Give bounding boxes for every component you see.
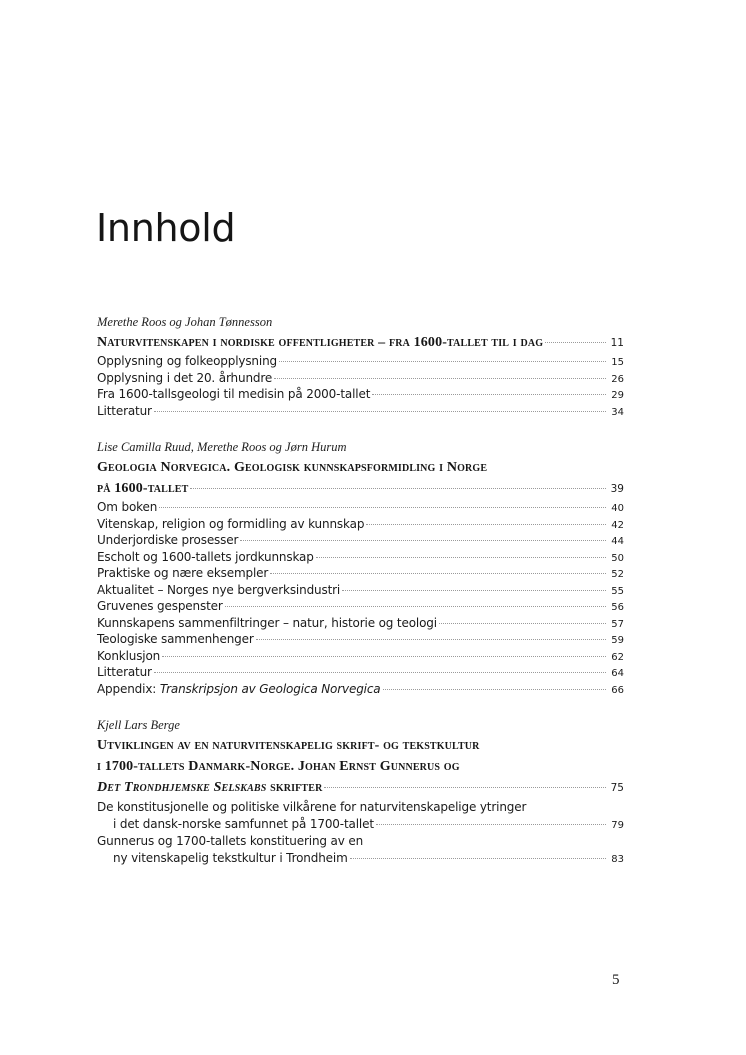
toc-entry-label: Aktualitet – Norges nye bergverksindustri: [97, 582, 341, 597]
toc-entry-label: Escholt og 1600-tallets jordkunnskap: [97, 549, 314, 564]
toc-entry-label: Fra 1600-tallsgeologi til medisin på 2000-tallet: [97, 387, 371, 401]
toc-entry-label: Teologiske sammenhenger: [97, 632, 254, 646]
toc-entry-label-italic: Transkripsjon av Geologica Norvegica: [159, 681, 381, 696]
section-title-line: i 1700-tallets Danmark-Norge. Johan Ernst Gunnerus og: [97, 759, 460, 774]
toc-section-1: [97, 312, 624, 419]
toc-entry[interactable]: [97, 386, 624, 403]
table-of-contents: [97, 312, 624, 866]
toc-entry[interactable]: [97, 499, 624, 516]
section-title[interactable]: [97, 478, 624, 499]
dot-leader: [383, 689, 607, 690]
dot-leader: [270, 573, 606, 574]
toc-entry[interactable]: [97, 681, 624, 698]
section-title-rest: skrifter: [266, 780, 323, 795]
toc-entry[interactable]: [97, 353, 624, 370]
toc-entry-page: 66: [611, 684, 624, 696]
toc-entry-page: 26: [611, 373, 624, 385]
section-title-page: 75: [610, 782, 624, 794]
toc-entry-label: Opplysning i det 20. århundre: [97, 370, 273, 385]
dot-leader: [274, 378, 606, 379]
dot-leader: [316, 557, 606, 558]
toc-entry[interactable]: [97, 370, 624, 387]
toc-entry-page: 34: [611, 406, 624, 418]
toc-entry[interactable]: [97, 598, 624, 615]
toc-entry-multiline[interactable]: [97, 799, 624, 832]
dot-leader: [376, 824, 606, 825]
dot-leader: [279, 361, 606, 362]
toc-entry-continuation: [97, 816, 624, 833]
toc-entry-label: Vitenskap, religion og formidling av kunnskap: [97, 516, 365, 531]
toc-entry[interactable]: [97, 664, 624, 681]
toc-entry[interactable]: [97, 631, 624, 648]
toc-entry-page: 40: [611, 503, 624, 514]
toc-entry-page: 59: [611, 635, 624, 646]
toc-entry-label-line2: i det dansk-norske samfunnet på 1700-tallet: [113, 816, 374, 831]
dot-leader: [372, 394, 606, 395]
toc-entry-label: [97, 681, 381, 698]
section-title-page: 39: [610, 483, 624, 495]
dot-leader: [545, 342, 606, 343]
toc-entry-label-line1: De konstitusjonelle og politiske vilkårene for naturvitenskapelige ytringer: [97, 800, 527, 814]
toc-entry-page: 42: [611, 519, 624, 531]
toc-entry-page: 52: [611, 569, 624, 580]
toc-entry[interactable]: [97, 582, 624, 599]
section-title-text: på 1600-tallet: [97, 481, 189, 496]
toc-section-3: [97, 715, 624, 866]
toc-entry-label-prefix: Appendix:: [97, 681, 160, 696]
toc-entry-page: 44: [611, 536, 624, 547]
toc-entry[interactable]: [97, 516, 624, 533]
dot-leader: [190, 488, 606, 489]
section-title-page: 11: [610, 337, 624, 349]
toc-entry-label: Litteratur: [97, 403, 152, 418]
toc-entry-page: 83: [611, 853, 624, 865]
toc-entry-page: 55: [611, 585, 624, 597]
section-title[interactable]: [97, 332, 624, 353]
toc-entry-label: Praktiske og nære eksempler: [97, 566, 269, 580]
section-title-italic: Det Trondhjemske Selskabs: [97, 780, 267, 795]
dot-leader: [240, 540, 606, 541]
toc-entry[interactable]: [97, 615, 624, 632]
toc-entry-multiline[interactable]: [97, 833, 624, 866]
dot-leader: [154, 411, 606, 412]
toc-entry[interactable]: [97, 532, 624, 549]
dot-leader: [225, 606, 606, 607]
dot-leader: [350, 858, 606, 859]
toc-entry[interactable]: [97, 648, 624, 665]
dot-leader: [159, 507, 606, 508]
page-heading: Innhold: [96, 206, 236, 250]
page-number: 5: [612, 972, 620, 988]
dot-leader: [162, 656, 606, 657]
section-title-text: Naturvitenskapen i nordiske offentligheter – fra 1600-tallet til i dag: [97, 335, 544, 350]
toc-entry-label: Gruvenes gespenster: [97, 599, 223, 613]
dot-leader: [154, 672, 606, 673]
toc-entry[interactable]: [97, 549, 624, 566]
toc-entry-page: 64: [611, 668, 624, 679]
dot-leader: [342, 590, 606, 591]
toc-entry-page: 57: [611, 618, 624, 630]
toc-entry-label: Litteratur: [97, 665, 152, 679]
toc-entry-continuation: [97, 850, 624, 867]
toc-entry-page: 62: [611, 651, 624, 663]
section-title[interactable]: [97, 777, 624, 798]
dot-leader: [324, 787, 606, 788]
dot-leader: [366, 524, 606, 525]
dot-leader: [439, 623, 606, 624]
toc-entry-page: 29: [611, 390, 624, 401]
toc-section-2: [97, 437, 624, 697]
toc-entry-label: Underjordiske prosesser: [97, 533, 239, 547]
toc-entry[interactable]: [97, 565, 624, 582]
toc-entry[interactable]: [97, 403, 624, 420]
section-author: Kjell Lars Berge: [97, 718, 180, 732]
toc-entry-label: Konklusjon: [97, 648, 161, 663]
toc-entry-page: 15: [611, 357, 624, 368]
toc-entry-page: 50: [611, 552, 624, 564]
section-author: Merethe Roos og Johan Tønnesson: [97, 315, 273, 329]
section-title-line: Geologia Norvegica. Geologisk kunnskapsformidling i Norge: [97, 460, 488, 475]
toc-entry-label: Opplysning og folkeopplysning: [97, 354, 277, 368]
toc-entry-label-line1: Gunnerus og 1700-tallets konstituering av en: [97, 834, 364, 848]
section-title-line: Utviklingen av en naturvitenskapelig skrift- og tekstkultur: [97, 738, 480, 753]
toc-entry-page: 56: [611, 602, 624, 613]
toc-entry-page: 79: [611, 819, 624, 831]
dot-leader: [256, 639, 606, 640]
toc-entry-label: Kunnskapens sammenfiltringer – natur, historie og teologi: [97, 615, 437, 630]
section-title-text: [97, 777, 322, 798]
section-author: Lise Camilla Ruud, Merethe Roos og Jørn Hurum: [97, 440, 347, 454]
toc-entry-label: Om boken: [97, 500, 158, 514]
toc-entry-label-line2: ny vitenskapelig tekstkultur i Trondheim: [113, 850, 348, 865]
